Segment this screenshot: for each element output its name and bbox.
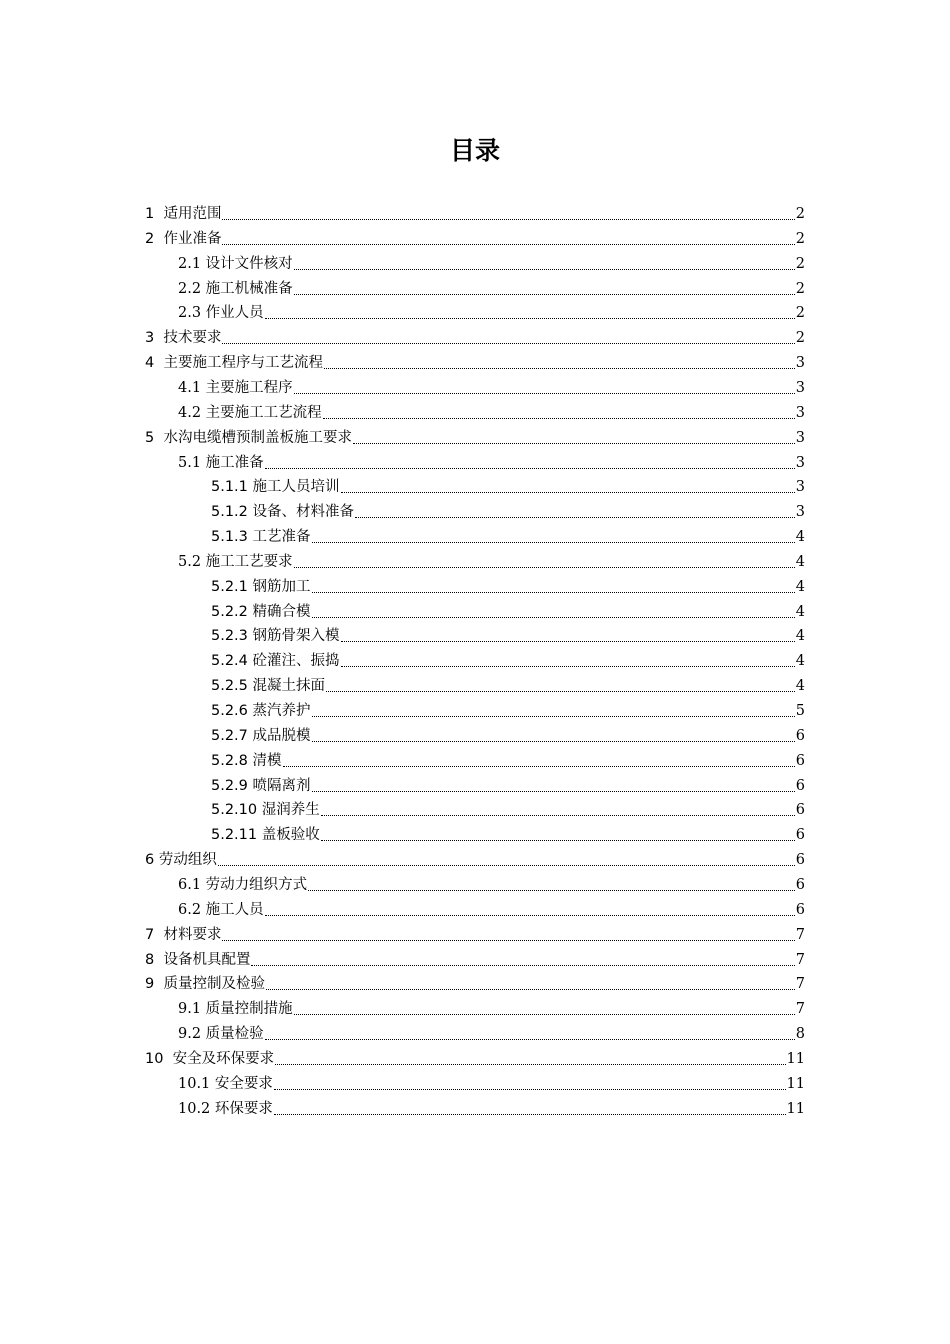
- toc-leader-dots: [222, 243, 794, 245]
- toc-entry[interactable]: [145, 199, 805, 224]
- toc-entry[interactable]: [211, 572, 805, 597]
- toc-leader-dots: [312, 740, 795, 742]
- toc-leader-dots: [265, 1038, 795, 1040]
- page-title: 目录: [449, 136, 500, 165]
- toc-entry[interactable]: [211, 795, 805, 820]
- toc-entry-title: 7 材料要求: [145, 926, 222, 943]
- toc-entry-title: 2.2 施工机械准备: [178, 280, 293, 297]
- toc-entry-page-number: 2: [795, 305, 805, 322]
- toc-leader-dots: [294, 1013, 795, 1015]
- toc-entry-title: 5.1.2 设备、材料准备: [211, 504, 355, 521]
- toc-leader-dots: [321, 839, 795, 841]
- toc-entry-title: 5.2.3 钢筋骨架入模: [211, 628, 340, 645]
- toc-leader-dots: [222, 939, 794, 941]
- toc-entry-page-number: 8: [795, 1026, 805, 1043]
- toc-entry[interactable]: [178, 1069, 805, 1094]
- toc-entry[interactable]: [145, 348, 805, 373]
- toc-entry-title: 5.2.2 精确合模: [211, 603, 311, 620]
- toc-entry-title: 5.2.10 湿润养生: [211, 802, 320, 819]
- toc-entry-title: 8 设备机具配置: [145, 951, 251, 968]
- toc-entry-title: 10 安全及环保要求: [145, 1050, 275, 1067]
- toc-leader-dots: [294, 293, 795, 295]
- toc-leader-dots: [312, 715, 795, 717]
- toc-entry-page-number: 2: [795, 206, 805, 222]
- toc-entry-title: 5 水沟电缆槽预制盖板施工要求: [145, 429, 352, 446]
- toc-entry[interactable]: [178, 298, 805, 323]
- toc-leader-dots: [294, 566, 795, 568]
- toc-entry-title: 4.1 主要施工程序: [178, 379, 293, 396]
- toc-entry-page-number: 6: [795, 876, 805, 893]
- toc-entry[interactable]: [211, 472, 805, 497]
- toc-entry[interactable]: [145, 845, 805, 870]
- toc-entry-page-number: 3: [795, 479, 805, 496]
- toc-entry-title: 5.2.1 钢筋加工: [211, 578, 311, 595]
- toc-entry-page-number: 2: [795, 255, 805, 272]
- toc-leader-dots: [312, 541, 795, 543]
- toc-entry-page-number: 4: [795, 653, 805, 670]
- toc-entry-title: 5.2.8 清模: [211, 752, 282, 769]
- toc-leader-dots: [222, 218, 794, 220]
- toc-leader-dots: [324, 367, 795, 369]
- toc-entry[interactable]: [178, 870, 805, 895]
- toc-entry[interactable]: [211, 696, 805, 721]
- toc-entry-page-number: 3: [795, 355, 805, 372]
- toc-entry[interactable]: [178, 373, 805, 398]
- toc-entry[interactable]: [145, 224, 805, 249]
- toc-entry[interactable]: [178, 547, 805, 572]
- toc-leader-dots: [341, 640, 795, 642]
- toc-entry[interactable]: [211, 671, 805, 696]
- toc-leader-dots: [265, 317, 795, 319]
- toc-leader-dots: [312, 616, 795, 618]
- toc-entry-title: 6.1 劳动力组织方式: [178, 876, 308, 893]
- toc-leader-dots: [321, 814, 795, 816]
- toc-entry-page-number: 7: [795, 926, 805, 943]
- toc-entry[interactable]: [211, 820, 805, 845]
- toc-entry[interactable]: [178, 274, 805, 299]
- toc-entry-page-number: 3: [795, 429, 805, 446]
- toc-leader-dots: [294, 392, 795, 394]
- toc-entry-page-number: 7: [795, 951, 805, 968]
- toc-entry-title: 2 作业准备: [145, 230, 222, 247]
- toc-entry-page-number: 4: [795, 529, 805, 546]
- toc-entry-page-number: 6: [795, 901, 805, 918]
- toc-entry[interactable]: [145, 423, 805, 448]
- toc-leader-dots: [341, 491, 795, 493]
- toc-entry-page-number: 3: [795, 379, 805, 396]
- toc-entry-title: 5.2 施工工艺要求: [178, 553, 293, 570]
- toc-leader-dots: [308, 889, 795, 891]
- toc-leader-dots: [265, 914, 795, 916]
- toc-entry[interactable]: [211, 646, 805, 671]
- toc-entry-title: 5.2.9 喷隔离剂: [211, 777, 311, 794]
- toc-entry-page-number: 2: [795, 330, 805, 347]
- toc-entry[interactable]: [211, 746, 805, 771]
- toc-entry-title: 5.2.11 盖板验收: [211, 827, 320, 844]
- toc-leader-dots: [355, 516, 795, 518]
- toc-entry-title: 5.2.5 混凝土抹面: [211, 678, 326, 695]
- toc-entry-title: 5.1.3 工艺准备: [211, 529, 311, 546]
- toc-entry[interactable]: [178, 249, 805, 274]
- toc-entry-page-number: 11: [786, 1100, 805, 1117]
- toc-entry-page-number: 4: [795, 628, 805, 645]
- toc-leader-dots: [274, 1113, 786, 1115]
- toc-entry-page-number: 6: [795, 802, 805, 819]
- toc-entry[interactable]: [178, 398, 805, 423]
- toc-leader-dots: [266, 988, 795, 990]
- toc-entry[interactable]: [145, 920, 805, 945]
- toc-entry-title: 1 适用范围: [145, 206, 222, 222]
- toc-entry-title: 3 技术要求: [145, 330, 222, 347]
- toc-entry-title: 5.2.7 成品脱模: [211, 727, 311, 744]
- toc-entry[interactable]: [145, 1044, 805, 1069]
- toc-entry-page-number: 5: [795, 703, 805, 719]
- toc-leader-dots: [265, 467, 795, 469]
- toc-entry[interactable]: [211, 721, 805, 746]
- toc-entry-title: 6.2 施工人员: [178, 901, 264, 918]
- toc-leader-dots: [294, 268, 795, 270]
- toc-entry-page-number: 4: [795, 578, 805, 595]
- toc-entry-page-number: 2: [795, 280, 805, 297]
- toc-entry-title: 4 主要施工程序与工艺流程: [145, 355, 323, 372]
- toc-leader-dots: [353, 442, 795, 444]
- toc-leader-dots: [326, 690, 795, 692]
- toc-leader-dots: [283, 765, 795, 767]
- toc-entry-page-number: 6: [795, 852, 805, 869]
- toc-entry-page-number: 3: [795, 404, 805, 421]
- toc-entry[interactable]: [178, 448, 805, 473]
- toc-leader-dots: [222, 342, 794, 344]
- toc-entry-page-number: 7: [795, 976, 805, 993]
- toc-entry[interactable]: [178, 994, 805, 1019]
- toc-entry-title: 2.3 作业人员: [178, 305, 264, 322]
- toc-entry[interactable]: [211, 497, 805, 522]
- toc-entry-title: 6 劳动组织: [145, 852, 217, 869]
- toc-entry[interactable]: [178, 895, 805, 920]
- toc-leader-dots: [218, 864, 795, 866]
- toc-entry-page-number: 4: [795, 678, 805, 695]
- toc-entry[interactable]: [178, 1094, 805, 1119]
- toc-leader-dots: [274, 1088, 786, 1090]
- toc-entry-title: 9.2 质量检验: [178, 1026, 264, 1043]
- toc-entry-page-number: 2: [795, 230, 805, 247]
- toc-entry-title: 2.1 设计文件核对: [178, 255, 293, 272]
- toc-entry-page-number: 3: [795, 504, 805, 521]
- toc-entry-title: 9 质量控制及检验: [145, 976, 265, 993]
- toc-entry[interactable]: [211, 771, 805, 796]
- toc-entry[interactable]: [211, 522, 805, 547]
- toc-entry[interactable]: [145, 323, 805, 348]
- toc-leader-dots: [275, 1063, 785, 1065]
- toc-leader-dots: [251, 964, 794, 966]
- toc-entry-title: 5.2.6 蒸汽养护: [211, 703, 311, 719]
- toc-entry-page-number: 3: [795, 454, 805, 471]
- toc-entry-page-number: 6: [795, 827, 805, 844]
- toc-entry-page-number: 7: [795, 1001, 805, 1018]
- toc-leader-dots: [323, 417, 795, 419]
- toc-entry[interactable]: [178, 1019, 805, 1044]
- toc-entry[interactable]: [211, 597, 805, 622]
- toc-entry[interactable]: [145, 969, 805, 994]
- toc-entry-page-number: 6: [795, 752, 805, 769]
- toc-entry-page-number: 11: [786, 1050, 805, 1067]
- toc-entry[interactable]: [211, 621, 805, 646]
- toc-entry-page-number: 11: [786, 1075, 805, 1092]
- toc-entry-title: 5.2.4 砼灌注、振捣: [211, 653, 340, 670]
- toc-entry-title: 10.1 安全要求: [178, 1075, 273, 1092]
- toc-entry[interactable]: [145, 945, 805, 970]
- toc-entry-title: 10.2 环保要求: [178, 1100, 273, 1117]
- toc-entry-page-number: 6: [795, 777, 805, 794]
- toc-entry-title: 9.1 质量控制措施: [178, 1001, 293, 1018]
- toc-leader-dots: [341, 665, 795, 667]
- toc-entry-page-number: 4: [795, 553, 805, 570]
- toc-entry-title: 4.2 主要施工工艺流程: [178, 404, 322, 421]
- toc-leader-dots: [312, 790, 795, 792]
- toc-entry-page-number: 6: [795, 727, 805, 744]
- toc-leader-dots: [312, 591, 795, 593]
- toc-entry-title: 5.1 施工准备: [178, 454, 264, 471]
- toc-entry-page-number: 4: [795, 603, 805, 620]
- toc-entry-title: 5.1.1 施工人员培训: [211, 479, 340, 496]
